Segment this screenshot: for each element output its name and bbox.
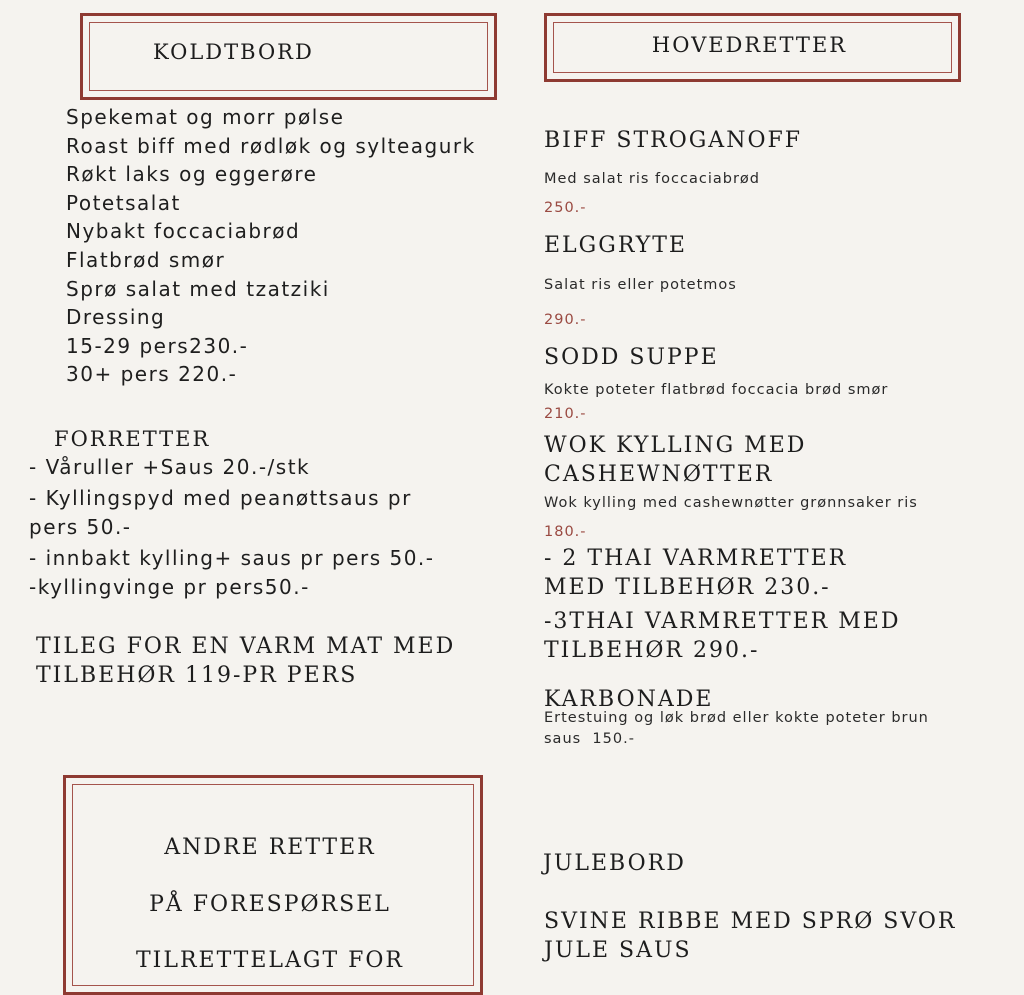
karbonade-desc-2: saus 150.- — [544, 731, 635, 747]
list-item: Spekemat og morr pølse — [66, 105, 345, 129]
sodd-suppe-desc: Kokte poteter flatbrød foccacia brød smør — [544, 382, 889, 398]
list-item: Flatbrød smør — [66, 247, 226, 272]
thai-2-line-1: - 2 THAI VARMRETTER — [544, 546, 848, 571]
wok-kylling-title-2: CASHEWNØTTER — [544, 462, 774, 487]
elggryte-desc: Salat ris eller potetmos — [544, 277, 737, 293]
list-item: Nybakt foccaciabrød — [66, 219, 301, 244]
elggryte-price: 290.- — [544, 312, 587, 328]
thai-3-line-1: -3THAI VARMRETTER MED — [544, 609, 901, 634]
wok-kylling-title-1: WOK KYLLING MED — [544, 433, 807, 458]
andre-retter-line-3: TILRETTELAGT FOR — [135, 948, 405, 973]
biff-stroganoff-title: BIFF STROGANOFF — [544, 128, 803, 153]
list-item: - Våruller +Saus 20.-/stk — [29, 455, 311, 479]
list-item: Sprø salat med tzatziki — [66, 276, 330, 301]
julebord-line-2: JULE SAUS — [544, 938, 692, 963]
julebord-title: JULEBORD — [543, 851, 686, 876]
elggryte-title: ELGGRYTE — [544, 233, 687, 258]
list-item: 30+ pers 220.- — [66, 362, 238, 387]
karbonade-desc-1: Ertestuing og løk brød eller kokte poteter brun — [544, 710, 929, 726]
andre-retter-line-1: ANDRE RETTER — [164, 835, 376, 860]
forretter-list — [29, 453, 435, 602]
list-item: Røkt laks og eggerøre — [66, 162, 318, 187]
wok-kylling-price: 180.- — [544, 524, 587, 540]
biff-stroganoff-desc: Med salat ris foccaciabrød — [544, 171, 760, 187]
hovedretter-title: HOVEDRETTER — [651, 33, 848, 57]
julebord-line-1: SVINE RIBBE MED SPRØ SVOR — [544, 909, 957, 934]
list-item: 15-29 pers230.- — [66, 333, 249, 358]
andre-retter-line-2: PÅ FORESPØRSEL — [149, 892, 391, 917]
list-item: -kyllingvinge pr pers50.- — [29, 575, 310, 599]
forretter-title: FORRETTER — [54, 427, 211, 451]
list-item: Potetsalat — [66, 190, 181, 215]
thai-2-line-2: MED TILBEHØR 230.- — [544, 575, 831, 600]
sodd-suppe-title: SODD SUPPE — [544, 345, 719, 370]
wok-kylling-desc: Wok kylling med cashewnøtter grønnsaker ris — [544, 495, 918, 511]
sodd-suppe-price: 210.- — [544, 406, 587, 422]
thai-3-line-2: TILBEHØR 290.- — [544, 638, 760, 663]
tilleg-line-1: TILEG FOR EN VARM MAT MED — [36, 634, 456, 659]
list-item: Dressing — [66, 305, 166, 330]
list-item: pers 50.- — [29, 515, 132, 539]
tilleg-line-2: TILBEHØR 119-PR PERS — [36, 663, 358, 688]
list-item: - innbakt kylling+ saus pr pers 50.- — [29, 546, 435, 570]
koldtbord-list — [66, 103, 476, 389]
list-item: - Kyllingspyd med peanøttsaus pr — [29, 486, 412, 510]
karbonade-title: KARBONADE — [544, 687, 714, 712]
koldtbord-title: KOLDTBORD — [153, 40, 314, 64]
biff-stroganoff-price: 250.- — [544, 200, 587, 216]
list-item: Roast biff med rødløk og sylteagurk — [66, 133, 476, 158]
